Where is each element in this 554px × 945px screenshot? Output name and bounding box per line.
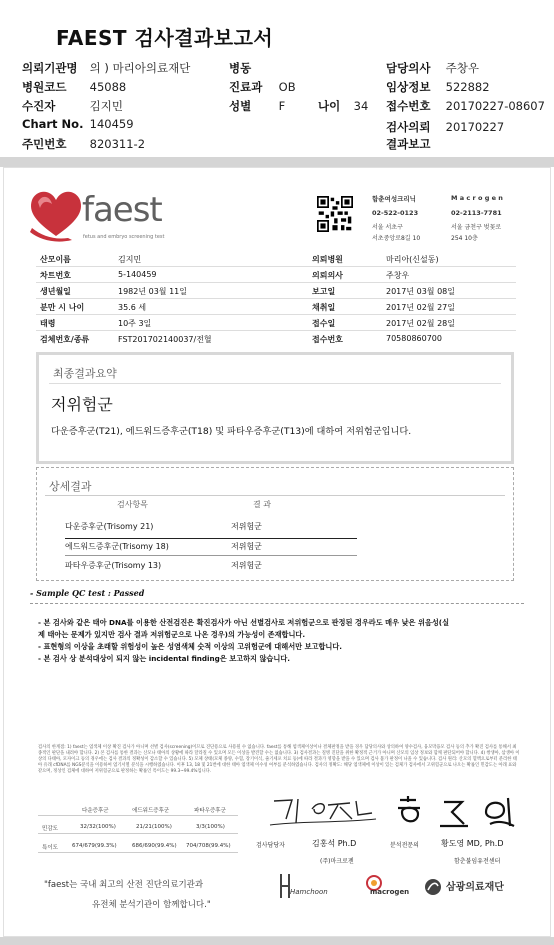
details-item: 파타우증후군(Trisomy 13) xyxy=(65,561,162,570)
institution-field xyxy=(22,60,190,76)
patient-value: 5-140459 xyxy=(118,270,157,279)
qr-code-icon xyxy=(317,196,353,232)
recipient-label: 수진자 xyxy=(22,99,56,113)
analyst-signature-icon xyxy=(394,792,524,832)
contact-right-addr1: 서울 금천구 벚꽃로 xyxy=(451,224,502,231)
age-field xyxy=(318,98,368,114)
contact-left-name: 함춘여성크리닉 xyxy=(372,195,416,203)
details-item: 에드워드증후군(Trisomy 18) xyxy=(65,542,169,551)
details-col-item: 검사항목 xyxy=(117,500,148,509)
institution-value: 의 ) 마리아의료재단 xyxy=(89,61,191,75)
row-divider xyxy=(36,298,516,299)
rrn-field xyxy=(22,136,145,152)
chart-label: Chart No. xyxy=(22,117,84,131)
samkwang-logo-icon xyxy=(424,878,442,896)
row-divider xyxy=(36,266,516,267)
details-col-result: 결 과 xyxy=(253,500,271,509)
row-divider xyxy=(38,852,238,853)
footer-separator xyxy=(0,937,554,945)
patient-value: 마리아(신설동) xyxy=(386,255,439,264)
perf-value: 21/21(100%) xyxy=(136,824,172,830)
row-divider xyxy=(38,815,238,816)
hospital-code-label: 병원코드 xyxy=(22,80,67,94)
details-result: 저위험군 xyxy=(231,542,262,551)
footer-quote-line2: 유전체 분석기관이 함께합니다." xyxy=(92,900,211,910)
tester-org: (주)마크로젠 xyxy=(320,858,354,865)
perf-label: 특이도 xyxy=(42,845,58,851)
details-label: 상세결과 xyxy=(49,480,92,493)
perf-header: 다운증후군 xyxy=(82,808,109,814)
perf-value: 704/708(99.4%) xyxy=(186,843,231,849)
header-separator xyxy=(0,157,554,167)
contact-right-name: M a c r o g e n xyxy=(451,194,503,202)
patient-value: 35.6 세 xyxy=(118,303,147,312)
contact-right-phone: 02-2113-7781 xyxy=(451,209,502,217)
analyst-org: 함춘불임유전센터 xyxy=(454,858,501,865)
patient-key: 보고일 xyxy=(312,287,336,296)
dept-value: OB xyxy=(278,80,296,94)
sex-field xyxy=(229,98,285,114)
ward-label: 병동 xyxy=(229,61,252,75)
note-line: - 본 검사 상 분석대상이 되지 않는 incidental finding은 보고하지 않습니다. xyxy=(38,654,290,663)
patient-value: 김지민 xyxy=(118,255,142,264)
age-value: 34 xyxy=(353,99,369,113)
patient-key: 차트번호 xyxy=(40,271,71,280)
perf-value: 674/679(99.3%) xyxy=(72,843,117,849)
fine-print: 검사의 한계점: 1) faest는 염색체 이상 확진 검사가 아니며 선별 검사(screening)이므로 진단용으로 사용될 수 없습니다. faest를 통해 염색체이상이나 결체판정을 받을 경우 담당의사와 상의하여 양수검사, 융모막융모 검사 등의 추가 확진 검사를 통해서 최종적인 판단을 내려야 합니다. 2) 본 검사를 통한 결과는 산모나 태아의 상황에 따라 달라질 수 있으며 모든 이상을 발견할 수는 없습니다. 3) 검사결과는 질병 진단을 위한 확정적 근거가 아니며 산모의 임상 정보와 함께 판단되어야 합니다. 4) 쌍생아, 삼생아 이상의 다태아, 모자이크 등의 경우에는 검사 결과의 정확성이 감소할 수 있습니다. 5) 모체 상태(모체 종양, 수혈, 장기이식, 줄기세포 치료 등)에 따라 결과가 영향을 받을 수 있으며 검사 불가 판정이 나올 수 있습니다. 검사 원리: 산모의 혈액으로부터 분리한 태아 유래 cfDNA를 NGS분석을 이용하여 염기서열 분석을 시행하였습니다. 이후 13, 18 및 21번에 대한 태아 염색체 이수성 여부를 분석하였습니다. 검사의 정확도: 해당 염색체에 이상이 있는 검체가 검사에서 고위험군으로 나오는 확률인 민감도는 아래 표와 같으며, 정상인 검체에 대하여 저위험군으로 판정하는 확률인 특이도는 99.3~99.4%입니다. xyxy=(38,745,520,775)
receipt-field xyxy=(386,98,545,114)
summary-label: 최종결과요약 xyxy=(53,367,117,380)
request-label: 검사의뢰 xyxy=(386,120,431,134)
qc-status: - Sample QC test : Passed xyxy=(30,588,145,598)
dept-field xyxy=(229,79,296,95)
contact-left-phone: 02-522-0123 xyxy=(372,209,419,217)
doctor-field xyxy=(386,60,479,76)
brand-samkwang: 삼광의료재단 xyxy=(446,882,504,893)
patient-key: 채취일 xyxy=(312,303,336,312)
clinical-value: 522882 xyxy=(445,80,490,94)
patient-key: 의뢰의사 xyxy=(312,271,343,280)
patient-key: 태령 xyxy=(40,319,56,328)
report-title: FAEST 검사결과보고서 xyxy=(56,26,274,50)
receipt-value: 20170227-08607 xyxy=(445,99,545,113)
hospital-code-field xyxy=(22,79,126,95)
summary-title: 저위험군 xyxy=(51,395,113,414)
patient-value: 10주 3일 xyxy=(118,319,152,328)
note-line: - 본 검사와 같은 태아 DNA를 이용한 산전검진은 확진검사가 아닌 선별검사로 저위험군으로 판정된 경우라도 매우 낮은 위음성(실 xyxy=(38,618,450,627)
details-result: 저위험군 xyxy=(231,561,262,570)
recipient-value: 김지민 xyxy=(89,99,123,113)
row-divider xyxy=(65,555,357,556)
patient-value: 1982년 03월 11일 xyxy=(118,287,187,296)
summary-box xyxy=(36,352,514,464)
perf-header: 파타우증후군 xyxy=(194,808,226,814)
details-box xyxy=(36,467,514,581)
patient-value: 2017년 02월 27일 xyxy=(386,303,455,312)
request-field xyxy=(386,119,504,135)
details-divider xyxy=(45,495,505,496)
patient-key: 분만 시 나이 xyxy=(40,303,85,312)
row-divider xyxy=(38,833,238,834)
patient-key: 생년월일 xyxy=(40,287,71,296)
analyst-role: 분석전문의 xyxy=(390,842,419,849)
perf-value: 3/3(100%) xyxy=(196,824,225,830)
patient-key: 접수일 xyxy=(312,319,336,328)
sex-label: 성별 xyxy=(229,99,252,113)
patient-value: 2017년 03월 08일 xyxy=(386,287,455,296)
doctor-label: 담당의사 xyxy=(386,61,431,75)
dashed-divider xyxy=(30,603,524,604)
perf-header: 에드워드증후군 xyxy=(132,808,170,814)
tester-role: 검사담당자 xyxy=(256,842,285,849)
row-divider xyxy=(36,330,516,331)
rrn-label: 주민번호 xyxy=(22,137,67,151)
perf-label: 민감도 xyxy=(42,826,58,832)
clinical-label: 임상정보 xyxy=(386,80,431,94)
patient-value: 70580860700 xyxy=(386,334,442,343)
clinical-field xyxy=(386,79,490,95)
summary-divider xyxy=(49,383,501,384)
sex-value: F xyxy=(278,99,286,113)
result-report-field xyxy=(386,136,438,152)
request-value: 20170227 xyxy=(445,120,505,134)
rrn-value: 820311-2 xyxy=(89,137,146,151)
note-line: 제 태아는 문제가 있지만 검사 결과 저위험군으로 나온 경우)의 가능성이 존재합니다. xyxy=(38,630,306,639)
contact-left-addr2: 서초중앙로8길 10 xyxy=(372,235,421,242)
receipt-label: 접수번호 xyxy=(386,99,431,113)
summary-text: 다운증후군(T21), 에드워드증후군(T18) 및 파타우증후군(T13)에 대하여 저위험군입니다. xyxy=(51,426,412,437)
perf-value: 32/32(100%) xyxy=(80,824,116,830)
contact-right-addr2: 254 10층 xyxy=(451,235,478,242)
patient-key: 검체번호/종류 xyxy=(40,335,90,344)
details-result: 저위험군 xyxy=(231,522,262,531)
tester-signature-icon xyxy=(268,795,378,829)
patient-key: 의뢰병원 xyxy=(312,255,343,264)
result-report-label: 결과보고 xyxy=(386,137,431,151)
row-divider xyxy=(36,314,516,315)
patient-key: 산모이름 xyxy=(40,255,71,264)
perf-value: 686/690(99.4%) xyxy=(132,843,177,849)
note-line: - 표현형의 이상을 초래할 위험성이 높은 성염색체 숫적 이상의 고위험군에 대해서만 보고합니다. xyxy=(38,642,343,651)
logo-wordmark: faest xyxy=(82,190,162,230)
footer-quote-line1: "faest는 국내 최고의 산전 진단의료기관과 xyxy=(44,880,204,890)
details-item: 다운증후군(Trisomy 21) xyxy=(65,522,154,531)
contact-left-addr1: 서울 서초구 xyxy=(372,224,403,231)
row-divider xyxy=(36,282,516,283)
patient-key: 접수번호 xyxy=(312,335,343,344)
institution-label: 의뢰기관명 xyxy=(22,61,78,75)
patient-value: 주창우 xyxy=(386,271,410,280)
patient-value: 2017년 02월 28일 xyxy=(386,319,455,328)
chart-field xyxy=(22,117,134,131)
logo-subtitle: fetus and embryo screening test xyxy=(83,234,165,240)
hospital-code-value: 45088 xyxy=(89,80,127,94)
tester-name: 김홍석 Ph.D xyxy=(312,839,357,848)
analyst-name: 황도영 MD, Ph.D xyxy=(441,839,504,848)
doctor-value: 주창우 xyxy=(445,61,479,75)
age-label: 나이 xyxy=(318,99,341,113)
recipient-field xyxy=(22,98,123,114)
brand-hamchoon: Hamchoon xyxy=(290,888,328,896)
ward-field xyxy=(229,60,251,76)
row-divider xyxy=(65,538,357,539)
brand-macrogen: macrogen xyxy=(370,888,410,896)
chart-value: 140459 xyxy=(89,117,134,131)
patient-value: FST201702140037/전혈 xyxy=(118,335,212,344)
dept-label: 진료과 xyxy=(229,80,263,94)
